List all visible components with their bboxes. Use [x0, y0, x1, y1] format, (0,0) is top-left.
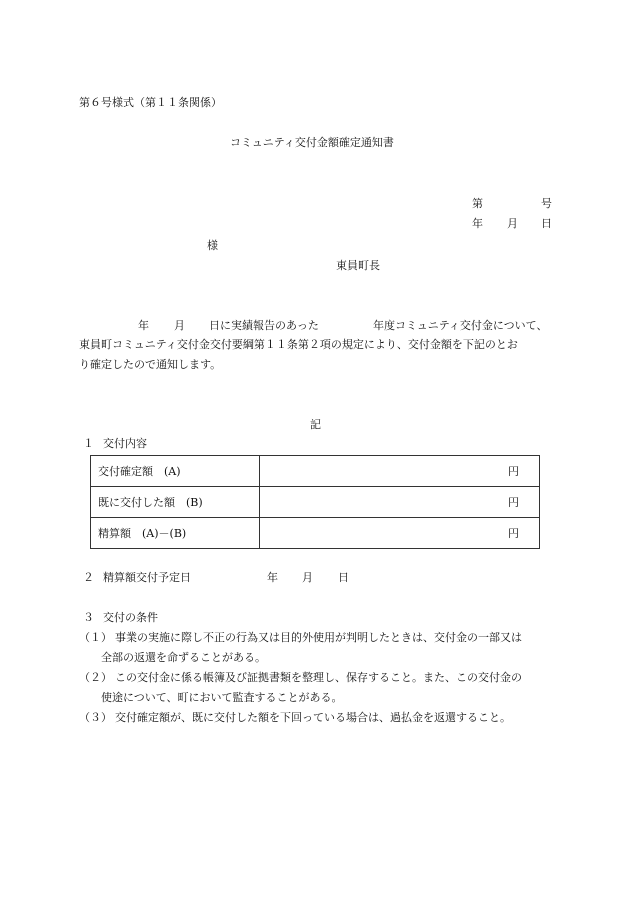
condition-2-line-1: この交付金に係る帳簿及び証拠書類を整理し、保存すること。また、この交付金の	[115, 671, 522, 684]
table-row	[91, 518, 540, 549]
condition-1-number: （１）	[79, 631, 112, 644]
date-day: 日	[541, 217, 552, 230]
row-unit: 円	[260, 487, 540, 518]
body-fiscal-text: 年度コミュニティ交付金について、	[373, 319, 548, 332]
body-line-2: 東員町コミュニティ交付金交付要綱第１１条第２項の規定により、交付金額を下記のとお	[79, 338, 518, 351]
body-line-3: り確定したので通知します。	[79, 358, 222, 371]
section1-number: １	[83, 437, 94, 450]
document-title: コミュニティ交付金額確定通知書	[230, 136, 394, 149]
row-unit: 円	[260, 456, 540, 487]
section2-day: 日	[338, 571, 349, 584]
form-number: 第６号様式（第１１条関係）	[79, 96, 222, 109]
table-row	[91, 487, 540, 518]
condition-2-number: （２）	[79, 671, 112, 684]
addressee-sama: 様	[207, 239, 218, 252]
condition-3-line-1: 交付確定額が、既に交付した額を下回っている場合は、過払金を返還すること。	[115, 711, 511, 724]
row-unit: 円	[260, 518, 540, 549]
row-label: 精算額 (A)－(B)	[91, 518, 260, 549]
section2-heading: 精算額交付予定日	[103, 571, 191, 584]
table-row	[91, 456, 540, 487]
body-month: 月	[174, 319, 185, 332]
body-year: 年	[138, 319, 149, 332]
date-month: 月	[507, 217, 518, 230]
condition-2-line-2: 使途について、町において監査することがある。	[101, 691, 343, 704]
condition-3-number: （３）	[79, 711, 112, 724]
section2-month: 月	[302, 571, 313, 584]
doc-number-go: 号	[541, 197, 552, 210]
section3-heading: 交付の条件	[103, 611, 158, 624]
condition-1-line-1: 事業の実施に際し不正の行為又は目的外使用が判明したときは、交付金の一部又は	[115, 631, 522, 644]
issuer: 東員町長	[336, 259, 380, 272]
section2-number: ２	[83, 571, 94, 584]
grant-amount-table	[90, 455, 540, 549]
doc-number-dai: 第	[472, 197, 483, 210]
section1-heading: 交付内容	[103, 437, 147, 450]
date-year: 年	[472, 217, 483, 230]
ki-heading: 記	[310, 418, 321, 431]
section3-number: ３	[83, 611, 94, 624]
row-label: 既に交付した額 (B)	[91, 487, 260, 518]
body-day-text: 日に実績報告のあった	[209, 319, 319, 332]
condition-1-line-2: 全部の返還を命ずることがある。	[101, 651, 266, 664]
section2-year: 年	[267, 571, 278, 584]
row-label: 交付確定額 (A)	[91, 456, 260, 487]
